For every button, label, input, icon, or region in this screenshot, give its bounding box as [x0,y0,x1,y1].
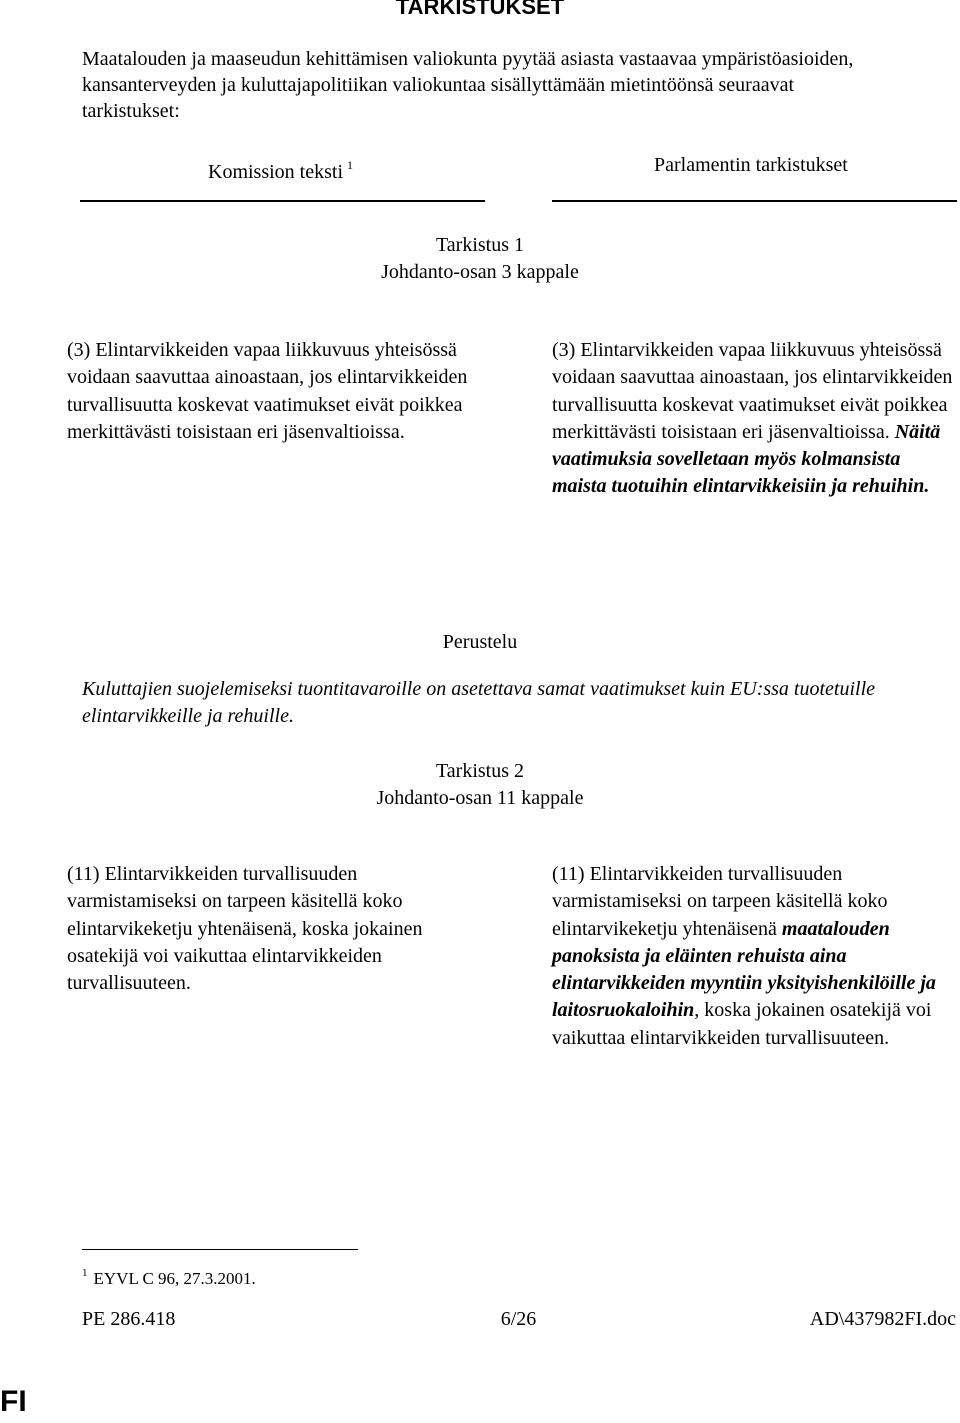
amendment-2-amended-addition: maatalouden panoksista ja eläinten rehuista aina elintarvikkeiden myyntiin yksityishenkilöille ja laitosruokaloihin [552,917,936,1022]
left-column-rule [80,200,485,202]
left-column-heading [208,152,353,185]
amendment-1-amended-addition: Näitä vaatimuksia sovelletaan myös kolmansista maista tuotuihin elintarvikkeisiin ja rehuihin. [552,420,941,498]
footer-file-name: AD\437982FI.doc [809,1308,956,1330]
justification-text: Kuluttajien suojelemiseksi tuontitavaroille on asetettava samat vaatimukset kuin EU:ssa tuotetuille elintarvikkeille ja rehuille. [82,678,876,727]
amendment-1-amended-plain: (3) Elintarvikkeiden vapaa liikkuvuus yhteisössä voidaan saavuttaa ainoastaan, jos elintarvikkeiden turvallisuutta koskevat vaatimukset eivät poikkea merkittävästi toisistaan eri jäsenvaltioissa. [552,339,953,443]
amendment-2-location: Johdanto-osan 11 kappale [376,787,584,809]
amendment-1-amended-text [552,337,958,501]
amendment-2-original-text: (11) Elintarvikkeiden turvallisuuden varmistamiseksi on tarpeen käsitellä koko elintarvikeketju yhtenäisenä, koska jokainen osatekijä voi vaikuttaa elintarvikkeiden turvallisuuteen. [67,863,423,995]
amendment-2-amended-text [552,861,947,1052]
amendment-1-location: Johdanto-osan 3 kappale [381,261,579,283]
language-code: FI [0,1385,27,1418]
amendment-2-amended-part1: (11) Elintarvikkeiden turvallisuuden varmistamiseksi on tarpeen käsitellä koko elintarvikeketju yhtenäisenä [552,863,888,940]
left-column-heading-text: Komission teksti [208,161,344,183]
amendment-2-amended-part2: , koska jokainen osatekijä voi vaikuttaa elintarvikkeiden turvallisuuteen. [552,999,932,1049]
intro-paragraph: Maatalouden ja maaseudun kehittämisen valiokunta pyytää asiasta vastaavaa ympäristöasioiden, kansanterveyden ja kuluttajapolitiikan valiokuntaa sisällyttämään mietintöönsä seuraavat tarkistukset: [82,48,854,122]
footnote-number: 1 [82,1267,88,1279]
amendment-2-number: Tarkistus 2 [435,760,525,782]
amendment-1-original-text: (3) Elintarvikkeiden vapaa liikkuvuus yhteisössä voidaan saavuttaa ainoastaan, jos elintarvikkeiden turvallisuutta koskevat vaatimukset eivät poikkea merkittävästi toisistaan eri jäsenvaltioissa. [67,339,468,443]
footnote-text: EYVL C 96, 27.3.2001. [93,1269,256,1288]
footer-page-number: 6/26 [500,1308,537,1330]
footer-doc-ref: PE 286.418 [82,1308,176,1330]
justification-title: Perustelu [442,631,518,653]
right-column-heading: Parlamentin tarkistukset [654,154,848,176]
footnote-separator [82,1249,358,1250]
footnote-reference: 1 [347,158,354,172]
footnote [82,1262,256,1290]
document-title: TARKISTUKSET [395,0,565,19]
amendment-1-number: Tarkistus 1 [435,234,525,256]
right-column-rule [552,200,957,202]
